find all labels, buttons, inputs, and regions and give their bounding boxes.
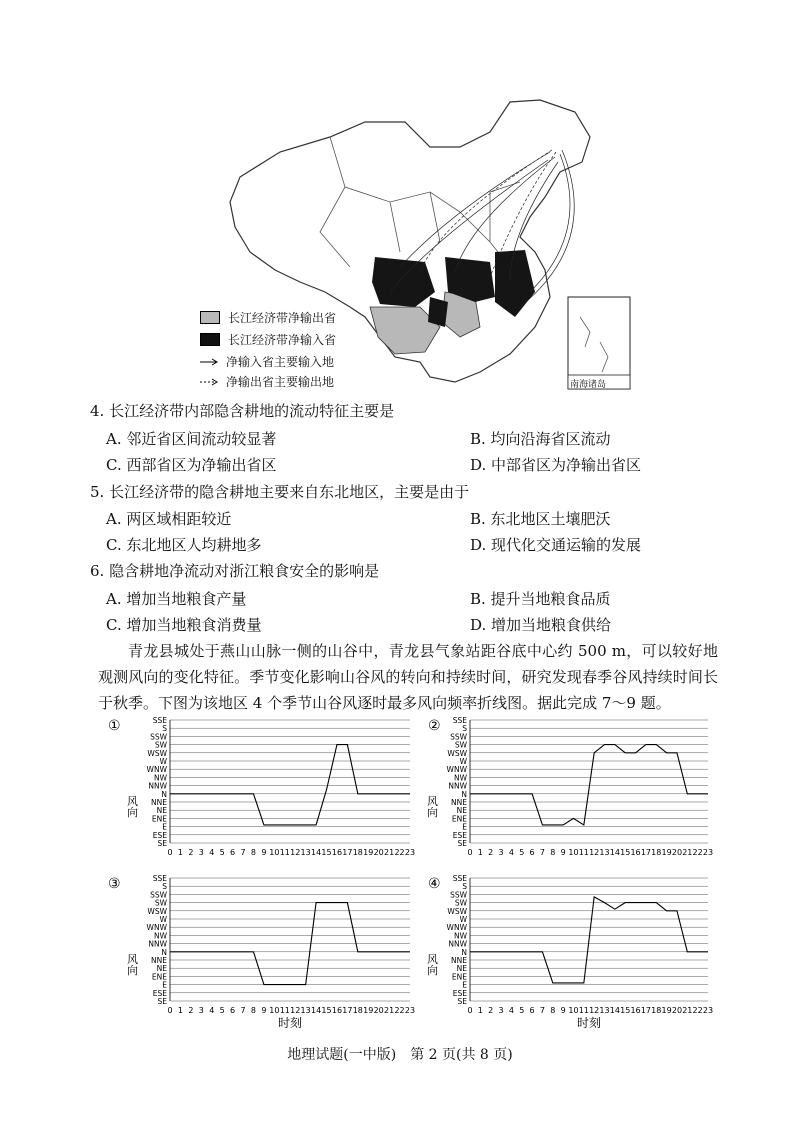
x-tick-label: 15 xyxy=(620,1006,631,1015)
x-tick-label: 12 xyxy=(290,1006,301,1015)
x-axis-label: 时刻 xyxy=(277,1016,303,1030)
y-tick-label: SSE xyxy=(152,874,167,883)
page-footer: 地理试题(一中版) 第 2 页(共 8 页) xyxy=(287,1047,513,1063)
legend-item-input-arrow: 净输入省主要输入地 xyxy=(200,353,334,370)
chart-3 xyxy=(100,870,430,1040)
y-tick-label: WNW xyxy=(146,765,167,775)
legend-item-output: 长江经济带净输出省 xyxy=(200,309,336,326)
question-5: 5. 长江经济带的隐含耕地主要来自东北地区，主要是由于 xyxy=(90,483,470,501)
y-tick-label: SSW xyxy=(450,732,467,742)
y-tick-label: NE xyxy=(156,806,167,816)
option-6a: A. 增加当地粮食产量 xyxy=(106,590,247,608)
x-tick-label: 0 xyxy=(467,848,473,857)
x-tick-label: 8 xyxy=(550,1006,556,1015)
option-5d: D. 现代化交通运输的发展 xyxy=(470,536,642,554)
y-tick-label: NE xyxy=(456,806,467,816)
y-axis-label: 风向 xyxy=(425,795,439,818)
passage: 青龙县城处于燕山山脉一侧的山谷中，青龙县气象站距谷底中心约 500 m，可以较好地观测风向的变化特征。季节变化影响山谷风的转向和持续时间，研究发现春季谷风持续时间长于秋季。下图为该地区 4 个季节山谷风逐时最多风向频率折线图。据此完成 7～9 题。 xyxy=(98,642,718,712)
x-tick-label: 7 xyxy=(240,1006,246,1015)
x-tick-label: 0 xyxy=(467,1006,473,1015)
x-tick-label: 21 xyxy=(682,848,693,857)
x-tick-label: 21 xyxy=(682,1006,693,1015)
y-tick-label: SE xyxy=(157,839,167,848)
y-tick-label: S xyxy=(462,882,467,892)
x-tick-label: 9 xyxy=(560,848,566,857)
chart-1 xyxy=(100,712,430,867)
x-tick-label: 3 xyxy=(498,848,504,857)
option-4b: B. 均向沿海省区流动 xyxy=(470,430,611,448)
legend-item-output-arrow: 净输出省主要输出地 xyxy=(200,373,334,390)
y-tick-label: NNE xyxy=(151,798,167,807)
y-tick-label: ENE xyxy=(151,814,167,824)
x-tick-label: 0 xyxy=(167,848,173,857)
x-tick-label: 11 xyxy=(578,1006,589,1015)
x-tick-label: 3 xyxy=(198,848,204,857)
y-tick-label: E xyxy=(162,822,167,832)
x-tick-label: 16 xyxy=(331,1006,343,1015)
y-tick-label: SE xyxy=(457,839,467,848)
y-tick-label: WNW xyxy=(446,765,467,775)
x-tick-label: 14 xyxy=(609,848,620,857)
x-tick-label: 19 xyxy=(661,1006,672,1015)
option-5b: B. 东北地区土壤肥沃 xyxy=(470,510,611,528)
x-tick-label: 7 xyxy=(240,848,246,857)
x-tick-label: 11 xyxy=(279,1006,290,1015)
y-tick-label: WSW xyxy=(147,748,167,758)
x-tick-label: 22 xyxy=(692,1006,703,1015)
y-tick-label: N xyxy=(161,789,167,799)
y-axis-label: 风向 xyxy=(125,795,139,818)
x-tick-label: 9 xyxy=(261,1006,267,1015)
x-tick-label: 23 xyxy=(404,1006,416,1015)
x-tick-label: 14 xyxy=(310,848,322,857)
x-tick-label: 1 xyxy=(477,848,483,857)
y-tick-label: ESE xyxy=(452,830,467,840)
y-tick-label: SSE xyxy=(152,716,167,725)
y-tick-label: WSW xyxy=(147,906,167,916)
y-tick-label: S xyxy=(162,724,167,734)
x-tick-label: 4 xyxy=(508,1006,514,1015)
x-tick-label: 13 xyxy=(599,1006,610,1015)
legend-item-input: 长江经济带净输入省 xyxy=(200,331,336,348)
x-tick-label: 16 xyxy=(630,848,641,857)
chart-number-label: ④ xyxy=(428,876,441,892)
y-tick-label: SW xyxy=(154,740,167,750)
x-tick-label: 16 xyxy=(630,1006,641,1015)
y-tick-label: N xyxy=(461,789,467,799)
x-tick-label: 8 xyxy=(250,1006,257,1015)
x-tick-label: 13 xyxy=(599,848,610,857)
y-tick-label: WNW xyxy=(146,923,167,933)
x-tick-label: 13 xyxy=(300,848,311,857)
x-tick-label: 2 xyxy=(488,1006,494,1015)
y-tick-label: N xyxy=(461,947,467,957)
x-tick-label: 1 xyxy=(177,1006,183,1015)
x-tick-label: 3 xyxy=(498,1006,504,1015)
x-tick-label: 1 xyxy=(177,848,183,857)
y-tick-label: ESE xyxy=(452,988,467,998)
x-tick-label: 6 xyxy=(230,848,236,857)
x-tick-label: 15 xyxy=(321,1006,332,1015)
x-tick-label: 10 xyxy=(269,848,280,857)
x-tick-label: 5 xyxy=(219,1006,225,1015)
y-tick-label: S xyxy=(462,724,467,734)
x-tick-label: 4 xyxy=(209,1006,215,1015)
dashed-arrow-icon xyxy=(200,377,218,387)
y-axis-label: 风向 xyxy=(125,953,139,976)
y-tick-label: NNW xyxy=(148,781,167,791)
x-tick-label: 3 xyxy=(198,1006,204,1015)
x-tick-label: 6 xyxy=(529,848,535,857)
y-tick-label: SW xyxy=(454,740,467,750)
y-tick-label: NNW xyxy=(448,781,467,791)
y-tick-label: S xyxy=(162,882,167,892)
gray-swatch-icon xyxy=(200,311,220,324)
y-tick-label: SW xyxy=(154,898,167,908)
x-tick-label: 4 xyxy=(209,848,215,857)
x-tick-label: 15 xyxy=(620,848,631,857)
x-tick-label: 22 xyxy=(692,848,703,857)
wind-direction-line xyxy=(470,745,708,825)
y-tick-label: NW xyxy=(453,931,467,941)
x-tick-label: 17 xyxy=(342,848,353,857)
inset-label: 南海诸岛 xyxy=(570,380,607,390)
x-tick-label: 14 xyxy=(310,1006,322,1015)
x-tick-label: 7 xyxy=(539,848,545,857)
y-tick-label: ENE xyxy=(451,972,467,982)
x-tick-label: 5 xyxy=(219,848,225,857)
y-tick-label: NNW xyxy=(148,939,167,949)
y-tick-label: SSW xyxy=(450,890,467,900)
black-swatch-icon xyxy=(200,333,220,346)
x-tick-label: 17 xyxy=(342,1006,353,1015)
y-tick-label: ENE xyxy=(451,814,467,824)
x-tick-label: 18 xyxy=(352,1006,363,1015)
x-tick-label: 0 xyxy=(167,1006,173,1015)
x-tick-label: 17 xyxy=(640,848,652,857)
x-tick-label: 20 xyxy=(373,848,384,857)
x-tick-label: 10 xyxy=(568,848,579,857)
y-tick-label: E xyxy=(462,980,467,990)
y-tick-label: NW xyxy=(153,931,167,941)
x-tick-label: 9 xyxy=(261,848,267,857)
x-tick-label: 14 xyxy=(609,1006,620,1015)
x-tick-label: 20 xyxy=(373,1006,384,1015)
solid-arrow-icon xyxy=(200,357,218,367)
y-tick-label: NW xyxy=(153,773,167,783)
x-tick-label: 20 xyxy=(671,1006,683,1015)
y-tick-label: SSW xyxy=(150,732,167,742)
y-tick-label: WSW xyxy=(447,906,467,916)
option-6c: C. 增加当地粮食消费量 xyxy=(106,616,262,634)
option-6b: B. 提升当地粮食品质 xyxy=(470,590,611,608)
x-tick-label: 18 xyxy=(651,1006,662,1015)
chart-number-label: ② xyxy=(428,718,441,734)
x-tick-label: 2 xyxy=(188,848,194,857)
x-tick-label: 9 xyxy=(560,1006,566,1015)
y-tick-label: N xyxy=(161,947,167,957)
y-tick-label: E xyxy=(462,822,467,832)
x-tick-label: 10 xyxy=(568,1006,579,1015)
x-tick-label: 23 xyxy=(702,848,714,857)
y-tick-label: SSE xyxy=(452,874,467,883)
y-tick-label: SW xyxy=(454,898,467,908)
y-tick-label: SSE xyxy=(452,716,467,725)
chart-number-label: ③ xyxy=(108,876,121,892)
y-tick-label: ESE xyxy=(152,988,167,998)
x-tick-label: 23 xyxy=(404,848,416,857)
x-tick-label: 12 xyxy=(589,1006,600,1015)
x-tick-label: 22 xyxy=(394,848,405,857)
y-tick-label: NW xyxy=(453,773,467,783)
x-tick-label: 4 xyxy=(508,848,514,857)
chart-number-label: ① xyxy=(108,718,121,734)
x-tick-label: 22 xyxy=(394,1006,405,1015)
wind-direction-line xyxy=(470,897,708,983)
question-6: 6. 隐含耕地净流动对浙江粮食安全的影响是 xyxy=(90,562,380,580)
chart-4 xyxy=(420,870,720,1040)
x-tick-label: 6 xyxy=(529,1006,535,1015)
y-axis-label: 风向 xyxy=(425,953,439,976)
y-tick-label: W xyxy=(159,915,167,924)
y-tick-label: SSW xyxy=(150,890,167,900)
y-tick-label: W xyxy=(459,757,467,766)
x-tick-label: 2 xyxy=(188,1006,194,1015)
x-tick-label: 7 xyxy=(539,1006,545,1015)
x-tick-label: 11 xyxy=(578,848,589,857)
y-tick-label: SE xyxy=(457,997,467,1006)
x-tick-label: 11 xyxy=(279,848,290,857)
x-tick-label: 16 xyxy=(331,848,343,857)
y-tick-label: NNE xyxy=(451,956,467,965)
x-tick-label: 15 xyxy=(321,848,332,857)
y-tick-label: WNW xyxy=(446,923,467,933)
y-tick-label: NNW xyxy=(448,939,467,949)
y-tick-label: SE xyxy=(157,997,167,1006)
x-tick-label: 20 xyxy=(671,848,683,857)
y-tick-label: ENE xyxy=(151,972,167,982)
wind-direction-line xyxy=(170,745,410,825)
x-tick-label: 6 xyxy=(230,1006,236,1015)
chart-2 xyxy=(420,712,720,867)
option-5c: C. 东北地区人均耕地多 xyxy=(106,536,262,554)
x-tick-label: 8 xyxy=(550,848,556,857)
option-4d: D. 中部省区为净输出省区 xyxy=(470,456,642,474)
y-tick-label: NNE xyxy=(451,798,467,807)
option-5a: A. 两区域相距较近 xyxy=(106,510,232,528)
y-tick-label: E xyxy=(162,980,167,990)
x-tick-label: 5 xyxy=(519,1006,525,1015)
x-tick-label: 21 xyxy=(384,1006,395,1015)
x-tick-label: 23 xyxy=(702,1006,714,1015)
option-4c: C. 西部省区为净输出省区 xyxy=(106,456,277,474)
x-tick-label: 12 xyxy=(589,848,600,857)
option-6d: D. 增加当地粮食供给 xyxy=(470,616,612,634)
y-tick-label: NNE xyxy=(151,956,167,965)
x-tick-label: 13 xyxy=(300,1006,311,1015)
x-tick-label: 19 xyxy=(363,1006,374,1015)
option-4a: A. 邻近省区间流动较显著 xyxy=(106,430,277,448)
x-tick-label: 21 xyxy=(384,848,395,857)
y-tick-label: W xyxy=(459,915,467,924)
y-tick-label: W xyxy=(159,757,167,766)
x-tick-label: 12 xyxy=(290,848,301,857)
y-tick-label: NE xyxy=(456,964,467,974)
y-tick-label: WSW xyxy=(447,748,467,758)
x-tick-label: 19 xyxy=(363,848,374,857)
x-tick-label: 1 xyxy=(477,1006,483,1015)
x-tick-label: 8 xyxy=(250,848,257,857)
x-tick-label: 19 xyxy=(661,848,672,857)
y-tick-label: ESE xyxy=(152,830,167,840)
y-tick-label: NE xyxy=(156,964,167,974)
question-4: 4. 长江经济带内部隐含耕地的流动特征主要是 xyxy=(90,402,395,420)
x-tick-label: 10 xyxy=(269,1006,280,1015)
x-axis-label: 时刻 xyxy=(576,1016,602,1030)
x-tick-label: 18 xyxy=(352,848,363,857)
x-tick-label: 2 xyxy=(488,848,494,857)
x-tick-label: 18 xyxy=(651,848,662,857)
x-tick-label: 5 xyxy=(519,848,525,857)
x-tick-label: 17 xyxy=(640,1006,652,1015)
